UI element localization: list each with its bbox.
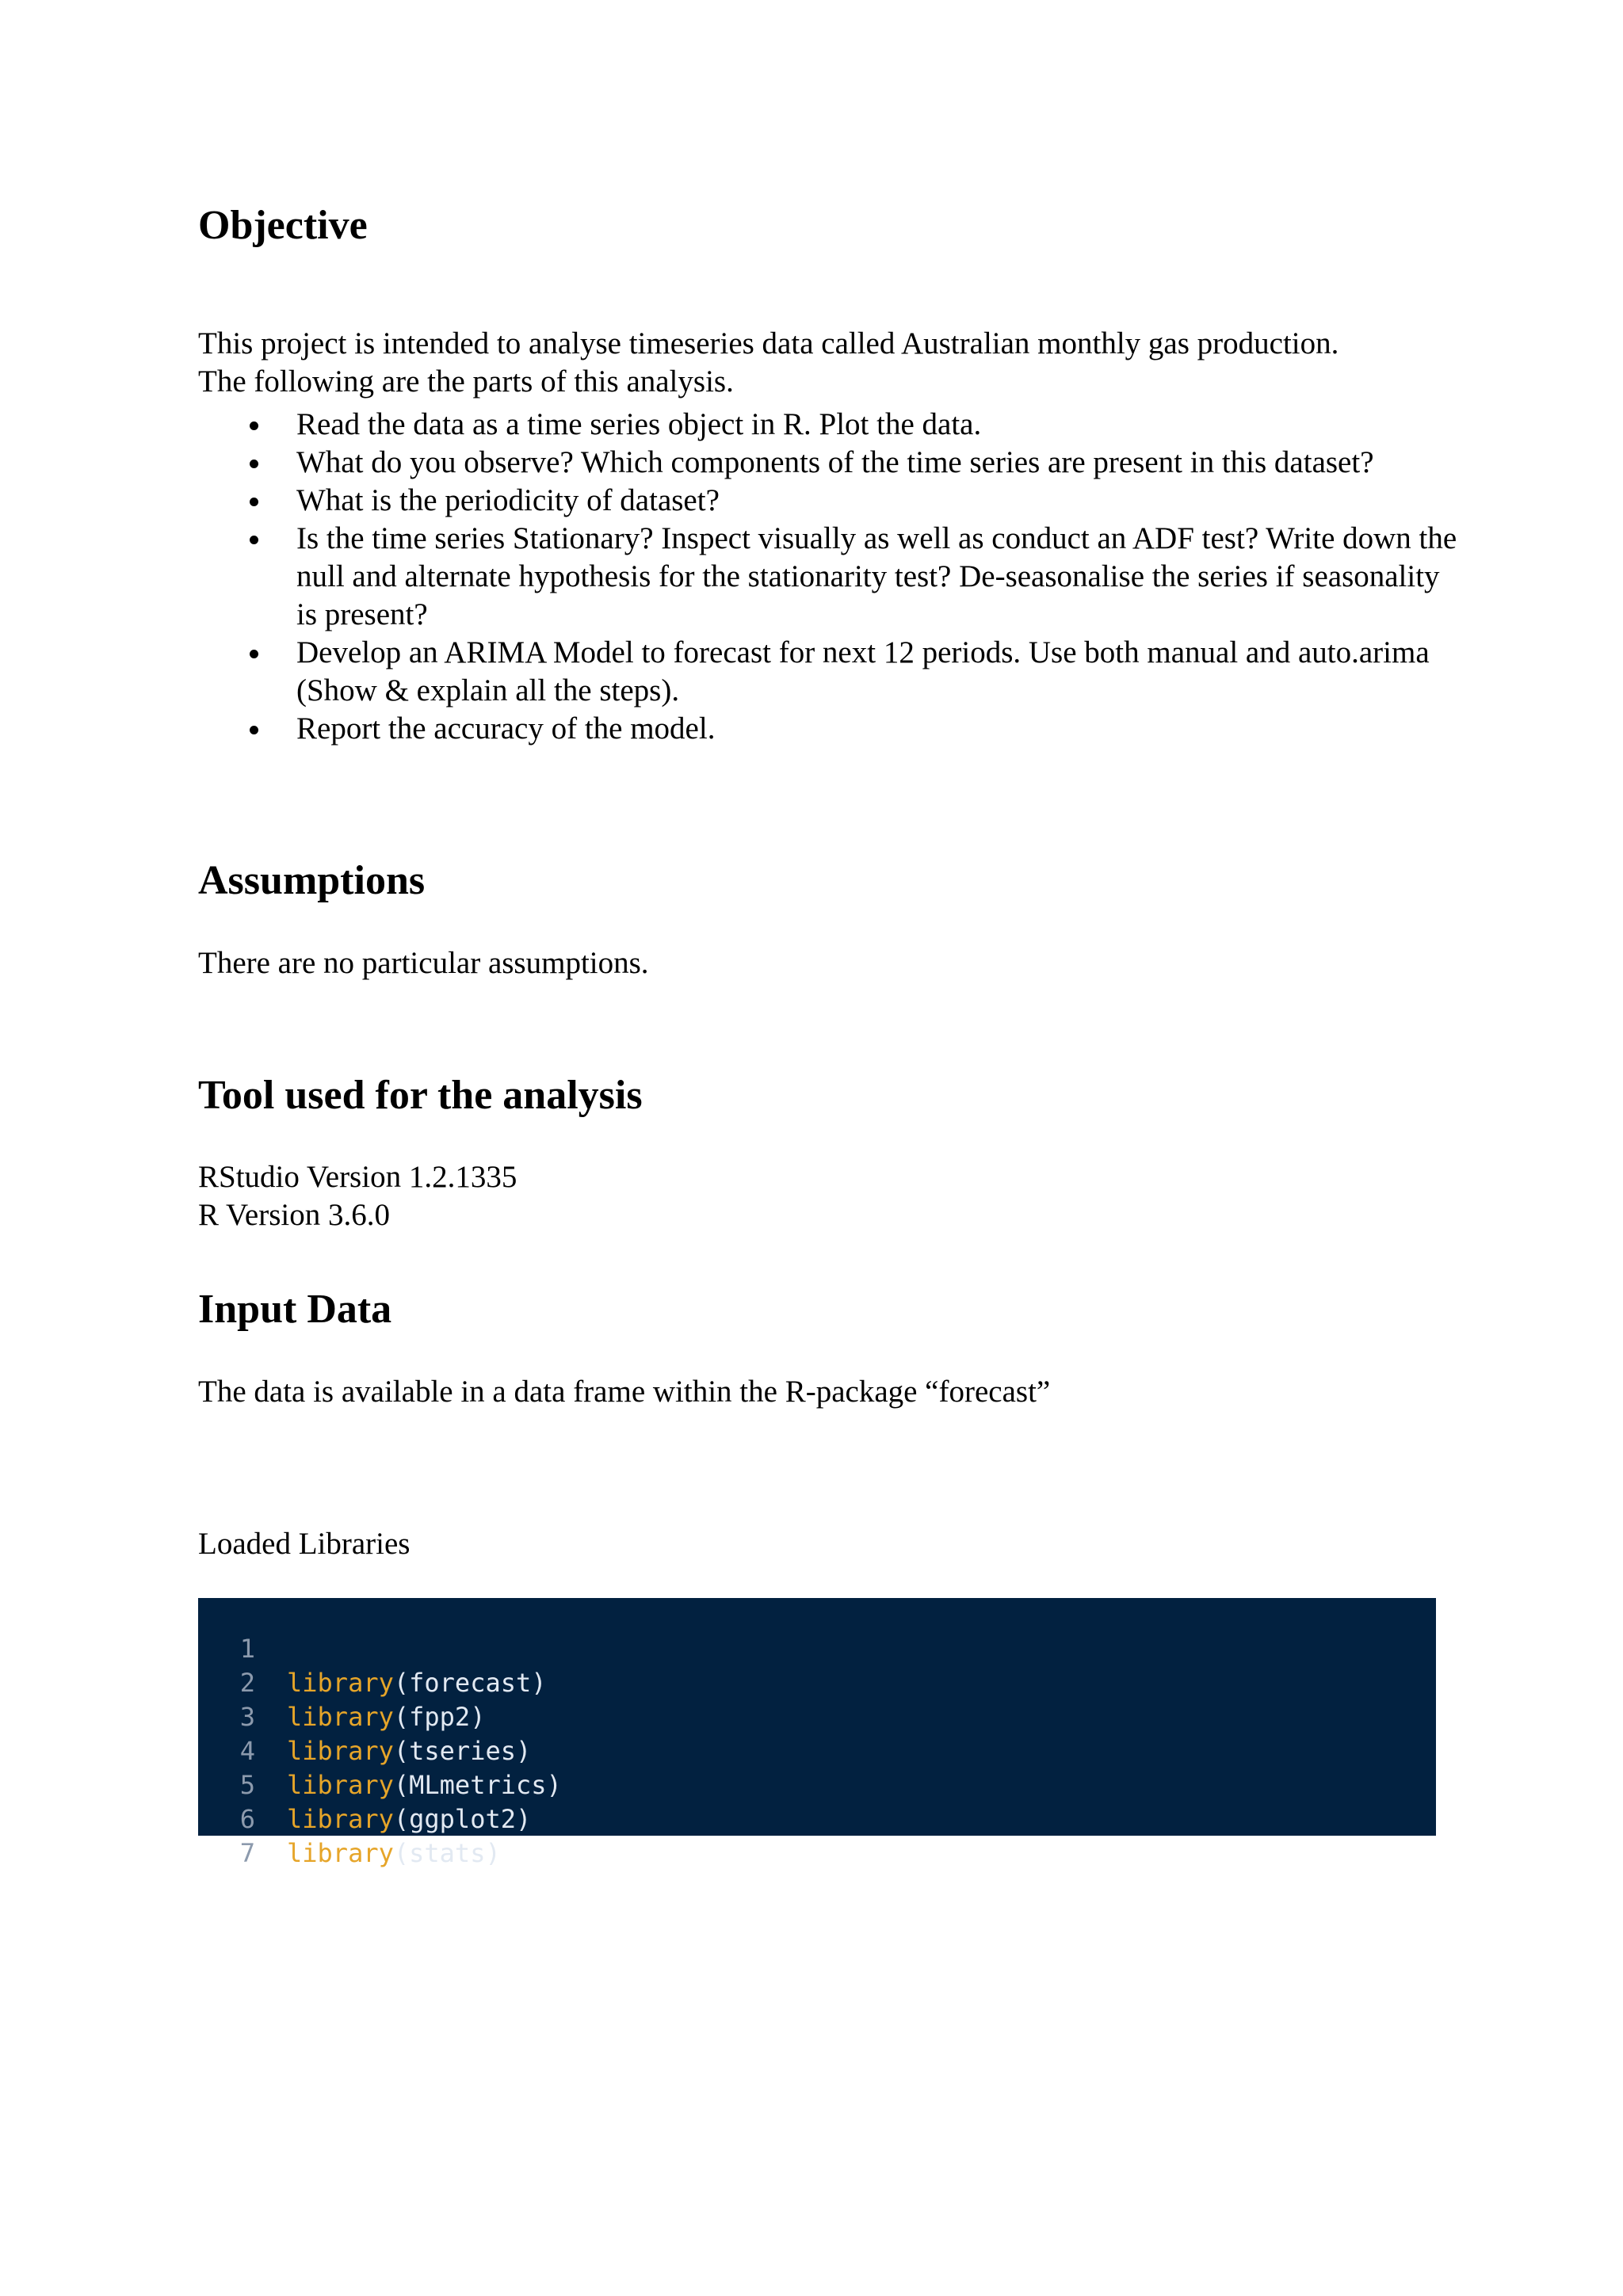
tool-line-r: R Version 3.6.0	[198, 1198, 390, 1232]
code-argument: (forecast)	[393, 1668, 547, 1698]
bullet-item	[198, 482, 1461, 520]
code-function: library	[287, 1736, 394, 1766]
tool-line-rstudio: RStudio Version 1.2.1335	[198, 1160, 517, 1194]
code-line	[198, 1598, 547, 1698]
bullet-text: What do you observe? Which components of the time series are present in this dataset?	[296, 445, 1374, 479]
code-argument: (fpp2)	[393, 1702, 486, 1732]
objective-heading: Objective	[198, 203, 368, 248]
line-number: 3	[239, 1702, 255, 1732]
bullet-text: What is the periodicity of dataset?	[296, 483, 720, 517]
code-text	[287, 1700, 485, 1734]
line-number: 7	[239, 1838, 255, 1868]
bullet-icon	[250, 726, 258, 734]
code-text	[287, 1666, 547, 1700]
code-argument: (MLmetrics)	[393, 1770, 562, 1800]
input-data-heading: Input Data	[198, 1287, 392, 1332]
bullet-item	[198, 710, 1461, 748]
input-data-text: The data is available in a data frame within the R-package “forecast”	[198, 1375, 1051, 1409]
bullet-text: Read the data as a time series object in R. Plot the data.	[296, 407, 982, 441]
bullet-text: Is the time series Stationary? Inspect visually as well as conduct an ADF test? Write down the null and alternate hypothesis for the stationarity test? De-seasonalise the series if seasonality is present?	[296, 521, 1457, 631]
line-number: 1	[239, 1634, 255, 1664]
bullet-item	[198, 634, 1461, 710]
code-text	[287, 1836, 501, 1871]
code-block	[198, 1598, 1436, 1868]
assumptions-heading: Assumptions	[198, 858, 426, 903]
line-number: 6	[239, 1804, 255, 1834]
bullet-icon	[250, 498, 258, 506]
code-function: library	[287, 1668, 394, 1698]
bullet-item	[198, 406, 1461, 444]
line-number: 4	[239, 1736, 255, 1766]
bullet-item	[198, 520, 1461, 634]
code-text	[287, 1734, 531, 1768]
code-function: library	[287, 1702, 394, 1732]
objective-bullet-list	[198, 406, 1466, 748]
bullet-text: Develop an ARIMA Model to forecast for next 12 periods. Use both manual and auto.arima (Show & explain all the steps).	[296, 635, 1430, 707]
code-text	[287, 1768, 562, 1802]
bullet-icon	[250, 460, 258, 468]
code-function: library	[287, 1770, 394, 1800]
code-argument: (ggplot2)	[393, 1804, 532, 1834]
code-line	[198, 1802, 290, 1868]
bullet-text: Report the accuracy of the model.	[296, 711, 716, 746]
bullet-icon	[250, 536, 258, 544]
bullet-item	[198, 444, 1461, 482]
code-function: library	[287, 1804, 394, 1834]
code-argument: (stats)	[393, 1838, 501, 1868]
loaded-libraries-label: Loaded Libraries	[198, 1527, 411, 1561]
objective-intro-line1: This project is intended to analyse timeseries data called Australian monthly gas production.	[198, 326, 1339, 360]
code-function: library	[287, 1838, 394, 1868]
objective-intro-line2: The following are the parts of this analysis.	[198, 364, 734, 399]
line-number: 5	[239, 1770, 255, 1800]
bullet-icon	[250, 421, 258, 430]
tool-heading: Tool used for the analysis	[198, 1073, 643, 1118]
code-argument: (tseries)	[393, 1736, 532, 1766]
assumptions-text: There are no particular assumptions.	[198, 946, 649, 980]
code-text	[287, 1802, 531, 1836]
bullet-icon	[250, 650, 258, 658]
line-number: 2	[239, 1668, 255, 1698]
